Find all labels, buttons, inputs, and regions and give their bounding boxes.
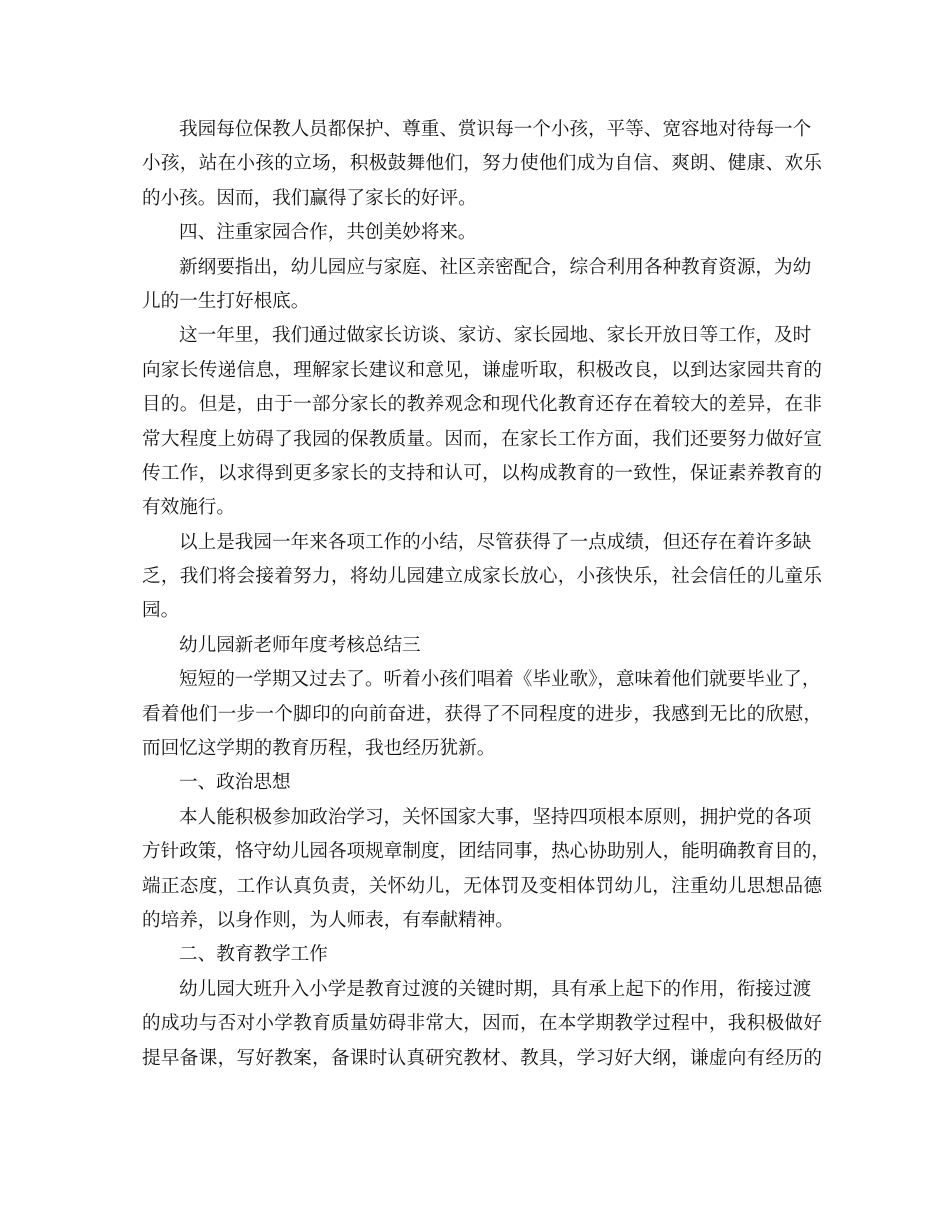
body-text-line: 目的。但是，由于一部分家长的教养观念和现代化教育还存在着较大的差异，在非 (142, 394, 822, 416)
section-heading: 四、注重家园合作，共创美妙将来。 (179, 222, 477, 244)
body-text-line: 常大程度上妨碍了我园的保教质量。因而，在家长工作方面，我们还要努力做好宣 (142, 428, 822, 450)
body-text-line: 幼儿园大班升入小学是教育过渡的关键时期，具有承上起下的作用，衔接过渡 (179, 978, 812, 1000)
body-text-line: 短短的一学期又过去了。听着小孩们唱着《毕业歌》，意味着他们就要毕业了， (179, 669, 821, 691)
body-text-line: 的小孩。因而，我们赢得了家长的好评。 (142, 187, 477, 209)
body-text-line: 提早备课，写好教案，备课时认真研究教材、教具，学习好大纲，谦虚向有经历的 (142, 1047, 822, 1069)
body-text-line: 方针政策，恪守幼儿园各项规章制度，团结同事，热心协助别人，能明确教育目的， (142, 841, 830, 863)
body-text-line: 我园每位保教人员都保护、尊重、赏识每一个小孩，平等、宽容地对待每一个 (179, 119, 812, 140)
body-text-line: 的成功与否对小学教育质量妨碍非常大，因而，在本学期教学过程中，我积极做好 (142, 1013, 822, 1035)
body-text-line: 有效施行。 (142, 497, 235, 519)
document-body (142, 113, 830, 1076)
body-text-line: 看着他们一步一个脚印的向前奋进，获得了不同程度的进步，我感到无比的欣慰， (142, 703, 822, 725)
body-text-line: 园。 (142, 600, 180, 622)
body-text-line: 而回忆这学期的教育历程，我也经历犹新。 (142, 738, 496, 760)
body-text-line: 以上是我园一年来各项工作的小结，尽管获得了一点成绩，但还存在着许多缺 (179, 531, 812, 553)
section-heading: 二、教育教学工作 (179, 944, 328, 966)
body-text-line: 传工作，以求得到更多家长的支持和认可，以构成教育的一致性，保证素养教育的 (142, 462, 822, 484)
body-text-line: 乏，我们将会接着努力，将幼儿园建立成家长放心，小孩快乐，社会信任的儿童乐 (142, 566, 822, 588)
body-text-line: 端正态度，工作认真负责，关怀幼儿，无体罚及变相体罚幼儿，注重幼儿思想品德 (142, 875, 822, 897)
body-text-line: 新纲要指出，幼儿园应与家庭、社区亲密配合，综合利用各种教育资源，为幼 (179, 256, 812, 278)
body-text-line: 小孩，站在小孩的立场，积极鼓舞他们，努力使他们成为自信、爽朗、健康、欢乐 (142, 153, 822, 175)
body-text-line: 这一年里，我们通过做家长访谈、家访、家长园地、家长开放日等工作，及时 (179, 325, 812, 347)
section-heading: 一、政治思想 (179, 772, 291, 794)
body-text-line: 本人能积极参加政治学习，关怀国家大事，坚持四项根本原则，拥护党的各项 (179, 806, 812, 828)
body-text-line: 的培养，以身作则，为人师表，有奉献精神。 (142, 909, 514, 931)
document-subtitle: 幼儿园新老师年度考核总结三 (179, 634, 421, 656)
body-text-line: 向家长传递信息，理解家长建议和意见，谦虚听取，积极改良，以到达家园共育的 (142, 359, 822, 381)
body-text-line: 儿的一生打好根底。 (142, 290, 310, 312)
